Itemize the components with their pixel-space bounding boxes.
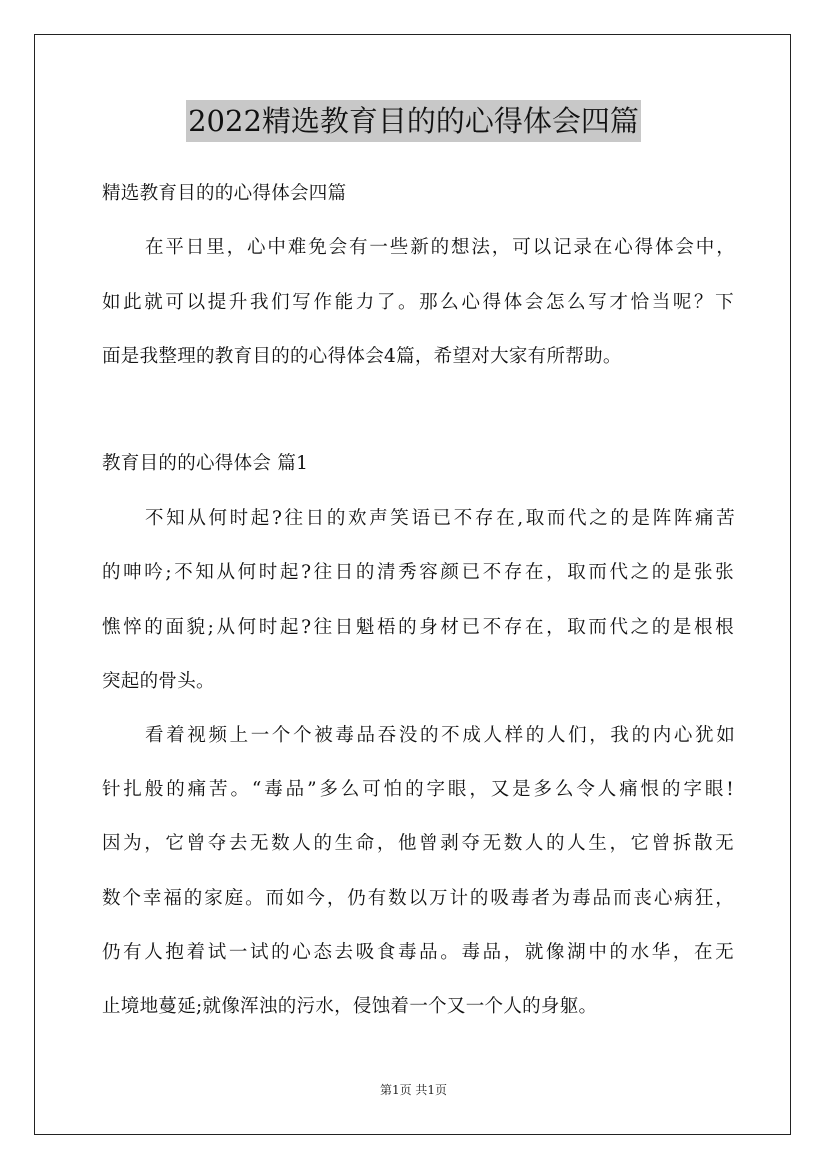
para2-line-1: 看着视频上一个个被毒品吞没的不成人样的人们，我的内心犹如: [145, 725, 735, 746]
para1-line-4: 突起的骨头。: [102, 671, 215, 692]
para2-line-4: 数个幸福的家庭。而如今，仍有数以万计的吸毒者为毒品而丧心病狂，: [102, 888, 734, 909]
document-subtitle: 精选教育目的的心得体会四篇: [102, 183, 347, 204]
intro-line-1: 在平日里，心中难免会有一些新的想法，可以记录在心得体会中，: [145, 237, 735, 258]
section-heading: 教育目的的心得体会 篇1: [102, 453, 309, 474]
intro-line-3: 面是我整理的教育目的的心得体会4篇，希望对大家有所帮助。: [102, 346, 622, 367]
document-title: 2022精选教育目的的心得体会四篇: [186, 100, 641, 142]
para2-line-5: 仍有人抱着试一试的心态去吸食毒品。毒品，就像湖中的水华，在无: [102, 942, 734, 963]
title-wrap: [0, 100, 827, 142]
para1-line-3: 憔悴的面貌;从何时起?往日魁梧的身材已不存在，取而代之的是根根: [102, 617, 734, 638]
page-footer: 第1页 共1页: [379, 1083, 448, 1097]
intro-line-2: 如此就可以提升我们写作能力了。那么心得体会怎么写才恰当呢？下: [102, 292, 734, 313]
para2-line-3: 因为，它曾夺去无数人的生命，他曾剥夺无数人的人生，它曾拆散无: [102, 833, 734, 854]
para2-line-2: 针扎般的痛苦。“毒品”多么可怕的字眼，又是多么令人痛恨的字眼!: [102, 779, 734, 800]
para2-line-6: 止境地蔓延;就像浑浊的污水，侵蚀着一个又一个人的身躯。: [102, 996, 598, 1017]
para1-line-1: 不知从何时起?往日的欢声笑语已不存在,取而代之的是阵阵痛苦: [145, 508, 735, 529]
para1-line-2: 的呻吟;不知从何时起?往日的清秀容颜已不存在，取而代之的是张张: [102, 562, 734, 583]
